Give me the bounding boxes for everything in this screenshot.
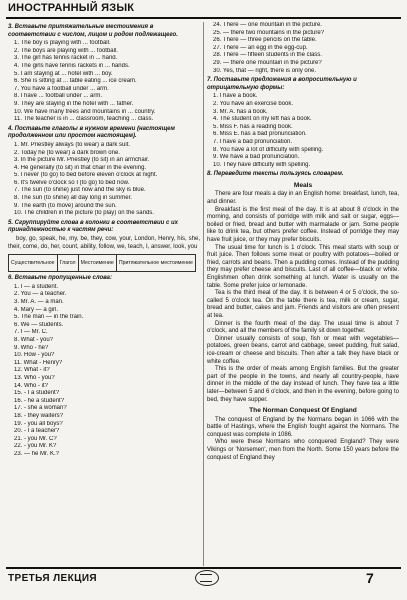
- list-item: 24. There — one mountain in the picture.: [213, 22, 322, 28]
- list-item: 2. The boys are playing with ... football.: [14, 47, 118, 54]
- list-item: 4. Mary — a girl.: [14, 306, 59, 313]
- list-item: 3. The girl has tennis racket in ... hand.: [14, 55, 118, 62]
- list-item: 18. - they waiters?: [14, 412, 64, 419]
- table-header-cell: Глагол: [57, 255, 78, 272]
- column-divider: [203, 22, 204, 566]
- list-item: 17. - she a woman?: [14, 405, 67, 412]
- meals-title: Meals: [293, 181, 313, 189]
- list-item: 16. - he a student?: [14, 397, 65, 404]
- list-item: 7. You have a football under ... arm.: [14, 85, 109, 92]
- list-item: 1. I have a book.: [213, 93, 258, 100]
- footer-section-title: ТРЕТЬЯ ЛЕКЦИЯ: [8, 573, 97, 584]
- exercise-4-list: [8, 142, 200, 218]
- list-item: 7. I have a bad pronunciation.: [213, 138, 293, 145]
- list-item: 1. I — a student.: [14, 283, 59, 290]
- table-header-cell: Существительное: [9, 255, 58, 272]
- table-header-cell: Притяжательное местоимение: [116, 255, 195, 272]
- list-item: 22. - you Mr. K?: [14, 443, 57, 450]
- list-item: 11. The teacher is in ... classroom, teaching ... class.: [14, 116, 154, 123]
- list-item: 2. You have an exercise book.: [213, 100, 294, 107]
- list-item: 2. You — a teacher.: [14, 291, 67, 298]
- list-item: 14. Who - it?: [14, 382, 49, 389]
- list-item: 8. What - you?: [14, 336, 54, 343]
- list-item: 29. — there one mountain in the picture?: [213, 59, 322, 66]
- list-item: 20. - I a teacher?: [14, 428, 60, 435]
- list-item: 15. - I a student?: [14, 390, 60, 397]
- list-item: 19. - you all boys?: [14, 420, 63, 427]
- list-item: 4. The girls have tennis rackets in ... hands.: [14, 62, 130, 69]
- list-item: 5. Miss F. has a reading book.: [213, 123, 293, 130]
- meals-paragraph: Breakfast is the first meal of the day. It is at about 8 o'clock in the morning, and consists of porridge with milk and salt or sugar, eggs—boiled or fried, bread and butter with marmalade or jam. Some people like to drink tea, but others prefer coffee. Instead of porridge they may have fruit juice, or they may prefer biscuits.: [207, 206, 399, 244]
- exercise-5-heading: 5. Сгруппируйте слова в колонки в соответствии с их принадлежностью к частям речи:: [8, 219, 178, 234]
- list-item: 13. Who - you?: [14, 374, 55, 381]
- page-number: 7: [366, 570, 374, 586]
- list-item: 10. How - you?: [14, 352, 55, 359]
- list-item: 8. You have a lot of difficulty with spelling.: [213, 146, 324, 153]
- list-item: 10. They have difficulty with spelling.: [213, 161, 311, 168]
- list-item: 25. — there two mountains in the picture?: [213, 29, 325, 36]
- list-item: 12. What - it?: [14, 367, 50, 374]
- list-item: 6. It's twelve o'clock so I (to go) to bed now.: [14, 179, 130, 186]
- list-item: 7. The sun (to shine) just now and the sky is blue.: [14, 187, 146, 194]
- list-item: 7. I — Mr. C.: [14, 329, 48, 336]
- norman-title: The Norman Conquest Of England: [249, 407, 357, 415]
- meals-paragraph: Dinner usually consists of soup, fish or meat with vegetables—potatoes, green beans, carrot and cabbage, sweet pudding, fruit salad, ice-cream or cheese and biscuits. Then after a talk they have black or white coffee.: [207, 335, 399, 365]
- list-item: 9. Who - he?: [14, 344, 49, 351]
- footer-rule: [6, 567, 401, 569]
- list-item: 11. What - Henry?: [14, 359, 63, 366]
- page-header: ИНОСТРАННЫЙ ЯЗЫК: [8, 2, 135, 14]
- parts-of-speech-table: [8, 254, 196, 272]
- header-rule: [6, 17, 401, 19]
- norman-paragraph: Who were these Normans who conquered England? They were Vikings or 'Norsemen', men from the North. Some 150 years before the conquest of England they: [207, 439, 399, 461]
- list-item: 26. There — three pencils on the table.: [213, 37, 317, 44]
- list-item: 5. I never (to go) to bed before eleven o'clock at night.: [14, 172, 158, 179]
- list-item: 9. They are staying in the hotel with ... father.: [14, 100, 134, 107]
- list-item: 3. In the picture Mr. Priestley (to sit) in an armchair.: [14, 157, 150, 164]
- list-item: 8. The sun (to shine) all day long in summer.: [14, 195, 132, 202]
- list-item: 6. She is sitting at ... table eating ... ice cream.: [14, 78, 137, 85]
- list-item: 5. The man — in the train.: [14, 314, 84, 321]
- exercise-7-list: [207, 93, 399, 169]
- list-item: 4. He generally (to sit) in that chair in the evening.: [14, 164, 147, 171]
- list-item: 5. I am staying at ... hotel with ... boy.: [14, 70, 113, 77]
- list-item: 28. There — fifteen students in the class.: [213, 52, 322, 59]
- exercise-7-heading: 7. Поставьте предложения в вопросительную и отрицательную формы:: [207, 77, 357, 91]
- list-item: 3. Mr. A. has a book.: [213, 108, 268, 115]
- exercise-4-heading: 4. Поставьте глаголы в нужном времени (настоящем продолженном или простом настоящем).: [8, 125, 175, 140]
- list-item: 21. - you Mr. C?: [14, 435, 57, 442]
- meals-paragraph: Tea is the third meal of the day. It is between 4 or 5 o'clock, the so-called 5 o'clock tea. On the table there is tea, milk or cream, sugar, bread and butter, cakes and jam. Friends and visitors are often present at tea.: [207, 290, 399, 319]
- list-item: 4. The student on my left has a book.: [213, 116, 312, 123]
- list-item: 2. Today he (to wear) a dark brown one.: [14, 149, 120, 156]
- list-item: 27. There — an egg in the egg-cup.: [213, 44, 308, 51]
- list-item: 1. Mr. Priestley always (to wear) a dark suit.: [14, 141, 131, 148]
- list-item: 6. We — students.: [14, 321, 64, 328]
- meals-paragraph: This is the order of meals among English families. But the greater part of the people in the towns, and nearly all country-people, have dinner in the middle of the day instead of lunch. They have tea a little later—between 5 and 6 o'clock, and then in the evening, before going to bed, they have supper.: [207, 366, 399, 403]
- norman-paragraph: The conquest of England by the Normans began in 1066 with the battle of Hastings, where the English fought against the Normans. The conquest was complete in 1086.: [207, 416, 399, 438]
- list-item: 23. — he Mr. K.?: [14, 450, 60, 457]
- list-item: 30. Yes, that — right, there is only one.: [213, 67, 317, 74]
- list-item: 10. The children in the picture (to play) on the sands.: [14, 210, 154, 217]
- list-item: 9. We have a bad pronunciation.: [213, 154, 300, 161]
- left-column: [8, 22, 200, 458]
- right-column: [207, 22, 399, 462]
- list-item: 3. Mr. A. — a man.: [14, 299, 64, 305]
- publisher-logo-icon: [195, 570, 219, 586]
- exercise-6-list: [8, 284, 200, 459]
- meals-paragraph: There are four meals a day in an English home: breakfast, lunch, tea, and dinner.: [207, 191, 399, 206]
- table-header-cell: Местоимение: [78, 255, 116, 272]
- list-item: 9. The earth (to move) around the sun.: [14, 202, 117, 209]
- list-item: 10. We have many trees and mountains in ... country.: [14, 108, 156, 115]
- meals-paragraph: Dinner is the fourth meal of the day. The usual time is about 7 o'clock, and all the members of the family sit down together.: [207, 320, 399, 335]
- exercise-3-heading: 3. Вставьте притяжательные местоимения в соответствии с числом, лицом и родом подлежащего.: [8, 24, 178, 38]
- list-item: 1. The boy is playing with ... football.: [14, 40, 111, 47]
- exercise-5-words: boy, go, speak, he, my, be, they, cow, your, London, Henry, his, she, their, come, do, her, count, ability, follow, we, teach, I, answer, look, you: [8, 236, 200, 250]
- list-item: 6. Miss E. has a bad pronunciation.: [213, 131, 307, 138]
- exercise-8-heading: 8. Переведите тексты пользуясь словарем.: [207, 171, 344, 178]
- exercise-6-continued-list: [207, 22, 399, 75]
- exercise-3-list: [8, 40, 200, 124]
- list-item: 8. I have ... football under ... arm.: [14, 93, 103, 100]
- meals-paragraph: The usual time for lunch is 1 o'clock. This meal starts with soup or fruit juice. Then follows some meat or poultry with potatoes—boiled or fried, carrots and beans. Then a pudding comes. Instead of the pudding they may prefer cheese and biscuits. Last of all coffee—black or white. Englishmen often drink something at lunch. Water is usually on the table. Some prefer juice or lemonade.: [207, 244, 399, 289]
- exercise-6-heading: 6. Вставьте пропущенные слова:: [8, 275, 113, 282]
